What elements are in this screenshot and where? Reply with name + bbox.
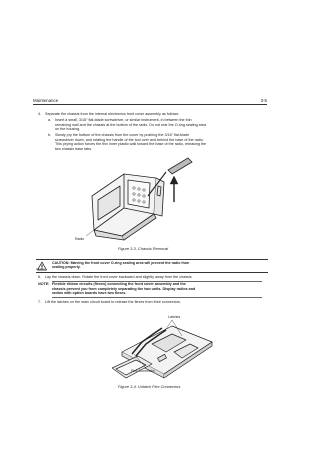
step-4a-line: remaining wall and the chassis at the bottom of the radio. Do not mar the O-ring sealing area <box>55 122 207 127</box>
unlatch-flex-connectors-illustration <box>112 312 216 382</box>
figure-3-3-caption: Figure 3-3. Chassis Removal <box>118 246 169 251</box>
step-6-number: 6. <box>38 275 42 279</box>
step-4a-line: Insert a small, 3/16" flat-blade screwdriver, or similar instrument, in between the thin <box>55 118 192 122</box>
step-7-text: Lift the latches on the main circuit board to release the flexes from their connectors. <box>45 300 181 304</box>
figure-3-4-caption: Figure 3-4. Unlatch Flex Connectors <box>118 384 181 389</box>
chassis-removal-illustration <box>84 156 204 242</box>
caution-line: CAUTION: Marring the front cover O-ring sealing area will prevent the radio from <box>52 260 190 265</box>
caution-icon-label: Caution <box>36 268 45 272</box>
step-4b-line: two chassis base tabs. <box>55 146 93 151</box>
page-header <box>33 98 267 106</box>
note-label: NOTE: <box>38 282 50 286</box>
step-4a-line: on the housing. <box>55 127 81 132</box>
latches-callout-label: Latches <box>168 315 181 319</box>
step-4a-label: a. <box>48 118 52 122</box>
caution-line: sealing properly. <box>52 265 81 270</box>
note-bottom-rule <box>52 297 262 298</box>
note-line: Flexible ribbon circuits (flexes) connecting the front cover assembly and the <box>52 282 186 286</box>
step-4-number: 4. <box>38 112 42 116</box>
step-7-number: 7. <box>38 300 42 304</box>
radio-callout-label: Radio <box>75 237 85 241</box>
header-section-title: Maintenance <box>33 98 59 103</box>
step-4b-line: Slowly pry the bottom of the chassis from the cover by pushing the 3/16" flat-blade <box>55 133 190 137</box>
note-line: radios with option boards have two flexes. <box>52 291 127 296</box>
header-page-number: 3-5 <box>260 98 267 103</box>
step-4b-line: This prying action forces the thin inner plastic wall toward the base of the radio, releasing the <box>55 142 207 147</box>
step-4b-label: b. <box>48 133 52 137</box>
caution-box <box>36 259 268 273</box>
step-6-text: Lay the chassis down. Rotate the front cover backward and slightly away from the chassis. <box>45 275 193 279</box>
step-4b-line: screwdriver down, and rotating the handle of the tool over and behind the base of the radio. <box>55 137 204 142</box>
note-line: chassis prevent you from completely separating the two units. Display radios and <box>52 286 196 291</box>
step-4-text: Separate the chassis from the internal electronics front cover assembly as follows: <box>45 112 180 116</box>
flex-connector-callout-label: Flex Connector <box>131 369 155 373</box>
header-rule <box>33 104 267 105</box>
